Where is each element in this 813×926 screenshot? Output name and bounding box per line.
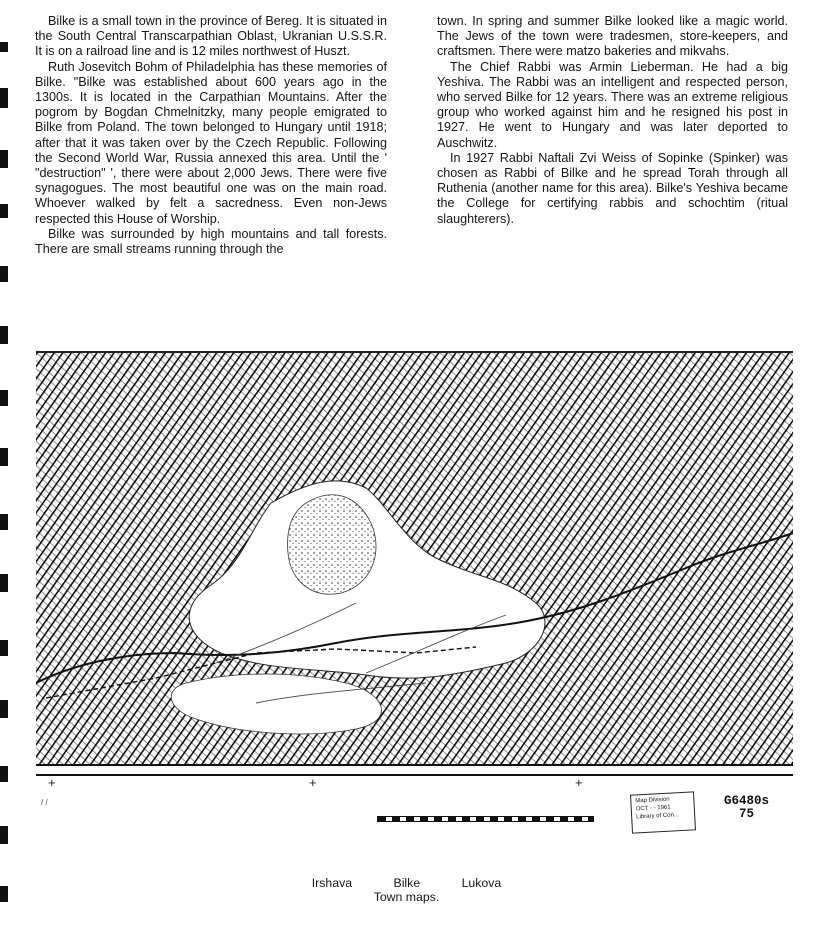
paragraph: Ruth Josevitch Bohm of Philadelphia has these memories of Bilke. "Bilke was established about 600 years ago in the 1300s. It is located in the Carpathian Mountains. After the pogrom by Bogdan Chmelnitzky, many people emigrated to Bilke from Poland. The town belonged to Hungary until 1918; after that it was taken over by the Czech Republic. Following the Second World War, Russia annexed this area. Until the ' "destruction" ', there were about 2,000 Jews. There were five synagogues. The most beautiful one was on the main road. Whoever walked by felt a sacredness. Even non-Jews respected this House of Worship. xyxy=(35,59,387,226)
stamp-line: Library of Con... xyxy=(636,812,680,821)
binding-hole xyxy=(0,42,8,52)
grid-cross: + xyxy=(575,775,583,790)
catalog-line: G6480s xyxy=(724,794,770,808)
binding-hole xyxy=(0,390,8,406)
town-name: Lukova xyxy=(461,876,502,890)
paragraph: The Chief Rabbi was Armin Lieberman. He had a big Yeshiva. The Rabbi was an intelligent and respected person, who served Bilke for 12 years. There was an extreme religious group who worked against him and he resigned his post in 1927. He went to Hungary and was later deported to Auschwitz. xyxy=(437,59,788,150)
binding-hole xyxy=(0,448,8,466)
catalog-number xyxy=(724,795,769,821)
map-corner-mark: / / xyxy=(41,798,48,807)
binding-hole xyxy=(0,204,8,218)
paragraph: Bilke is a small town in the province of Bereg. It is situated in the South Central Transcarpathian Oblast, Ukranian U.S.S.R. It is on a railroad line and is 12 miles northwest of Huszt. xyxy=(35,14,387,59)
binding-hole xyxy=(0,514,8,530)
paragraph: In 1927 Rabbi Naftali Zvi Weiss of Sopinke (Spinker) was chosen as Rabbi of Bilke and he spread Torah through all Ruthenia (another name for this area). Bilke's Yeshiva became the College for certifying rabbis and schochtim (ritual slaughterers). xyxy=(437,150,788,226)
town-name: Bilke xyxy=(393,876,421,890)
binding-hole xyxy=(0,826,8,844)
catalog-line: 75 xyxy=(739,807,755,821)
binding-hole xyxy=(0,326,8,344)
town-names xyxy=(0,876,813,891)
grid-cross: + xyxy=(309,775,317,790)
grid-cross: + xyxy=(48,775,56,790)
binding-edge xyxy=(0,0,10,926)
stamp-line: Map Division xyxy=(635,796,670,805)
left-text-column xyxy=(35,14,387,257)
binding-hole xyxy=(0,766,8,782)
map-scale-border xyxy=(36,764,793,776)
binding-hole xyxy=(0,700,8,718)
topographic-map xyxy=(36,351,793,778)
stamp-line: OCT - - 1961 xyxy=(635,804,671,813)
figure-caption: Town maps. xyxy=(373,890,440,904)
binding-hole xyxy=(0,88,8,108)
map-relief xyxy=(36,353,793,766)
binding-hole xyxy=(0,150,8,168)
right-text-column xyxy=(437,14,788,227)
map-scale-bar xyxy=(377,816,594,822)
binding-hole xyxy=(0,640,8,656)
paragraph: Bilke was surrounded by high mountains and tall forests. There are small streams running through the xyxy=(35,226,387,257)
town-name: Irshava xyxy=(311,876,353,890)
binding-hole xyxy=(0,574,8,592)
library-stamp xyxy=(630,791,696,833)
binding-hole xyxy=(0,266,8,282)
paragraph: town. In spring and summer Bilke looked like a magic world. The Jews of the town were tradesmen, store-keepers, and craftsmen. There were matzo bakeries and mikvahs. xyxy=(437,14,788,59)
